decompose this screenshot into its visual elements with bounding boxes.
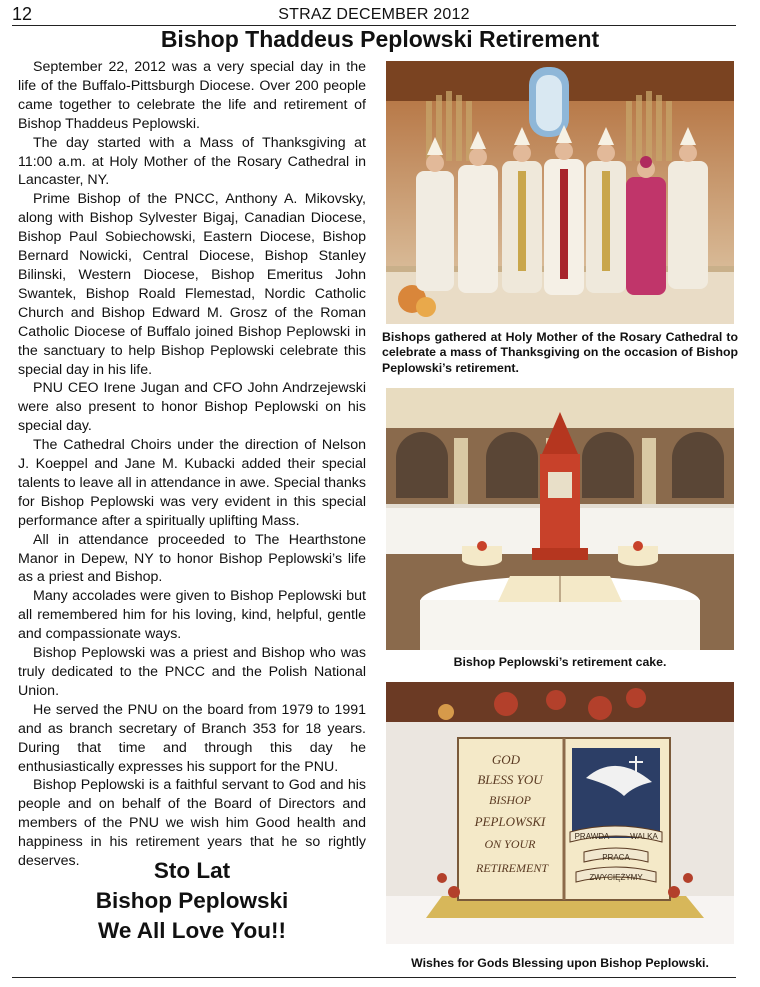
running-head: STRAZ DECEMBER 2012: [278, 6, 470, 23]
bishops-photo: [386, 61, 734, 324]
article-paragraph: The day started with a Mass of Thanksgiving at 11:00 a.m. at Holy Mother of the Rosary Cathedral in Lancaster, NY.: [18, 134, 366, 189]
article-body: [18, 58, 366, 871]
article-paragraph: Bishop Peplowski was a priest and Bishop who was truly dedicated to the PNCC and the Polish National Union.: [18, 645, 366, 699]
cake-photo: [386, 388, 734, 650]
sign-off: [18, 856, 366, 946]
article-paragraph: He served the PNU on the board from 1979 to 1991 and as branch secretary of Branch 353 for 18 years. During that time and through this day he enthusiastically expresses his support for the PNU.: [18, 701, 366, 775]
book-cake-photo: [386, 682, 734, 944]
article-paragraph: Prime Bishop of the PNCC, Anthony A. Mikovsky, along with Bishop Sylvester Bigaj, Canadian Diocese, Bishop Paul Sobiechowski, Eastern Diocese, Bishop Bernard Nowicki, Central Diocese, Bishop Stanley Bilinski, Western Diocese, Bishop Emeritus John Swantek, Bishop Roald Flemestad, Nordic Catholic Church and Bishop Edward M. Grosz of the Roman Catholic Diocese of Buffalo joined Bishop Peplowski in the sanctuary to help Bishop Peplowski celebrate this special day in his life.: [18, 191, 366, 378]
bishops-photo-caption: Bishops gathered at Holy Mother of the Rosary Cathedral to celebrate a mass of Thanksgiving on the occasion of Bishop Peplowski’s retirement.: [382, 330, 738, 375]
cake-text-line: BISHOP: [489, 793, 531, 807]
cake-text-line: PEPLOWSKI: [474, 814, 546, 829]
article-paragraph: Bishop Peplowski is a faithful servant to God and his people and on behalf of the Board of Directors and members of the PNU we wish him Good health and happiness in his retirement years that he so rightly deserves.: [18, 777, 366, 870]
article-paragraph: All in attendance proceeded to The Hearthstone Manor in Depew, NY to honor Bishop Peplowski’s life as a priest and Bishop.: [18, 531, 366, 586]
banner-word: PRACA: [602, 853, 630, 862]
article-paragraph: The Cathedral Choirs under the direction of Nelson J. Koeppel and Jane M. Kubacki added their special talents to leave all in attendance in awe. Special thanks for Bishop Peplowski was very evident in this special performance after a spiritually uplifting Mass.: [18, 437, 366, 529]
banner-word: ZWYCIĘŻYMY: [589, 873, 643, 882]
cake-text-line: BLESS YOU: [477, 772, 543, 787]
cake-text-line: GOD: [491, 752, 521, 767]
headline: Bishop Thaddeus Peplowski Retirement: [160, 26, 600, 52]
banner-word: WALKA: [630, 832, 658, 841]
cake-text-line: ON YOUR: [484, 837, 536, 851]
page-header: [12, 4, 736, 24]
sign-off-line: Bishop Peplowski: [95, 888, 289, 913]
banner-word: PRAWDA: [574, 832, 610, 841]
sign-off-line: We All Love You!!: [98, 918, 286, 943]
article-paragraph: September 22, 2012 was a very special day in the life of the Buffalo-Pittsburgh Diocese. Over 200 people came together to celebrate the life and retirement of Bishop Thaddeus Peplowski.: [18, 59, 366, 132]
sign-off-line: Sto Lat: [153, 858, 231, 883]
article-paragraph: Many accolades were given to Bishop Peplowski but all remembered him for his loving, kind, helpful, gentle and compassionate ways.: [18, 588, 366, 643]
book-cake-photo-caption: Wishes for Gods Blessing upon Bishop Peplowski.: [411, 956, 709, 970]
page-number: 12: [12, 4, 33, 24]
article-paragraph: PNU CEO Irene Jugan and CFO John Andrzejewski were also present to honor Bishop Peplowski on his special day.: [18, 380, 366, 435]
footer-rule: [12, 977, 736, 978]
cake-photo-caption: Bishop Peplowski’s retirement cake.: [453, 655, 667, 669]
cake-text-line: RETIREMENT: [476, 861, 548, 875]
